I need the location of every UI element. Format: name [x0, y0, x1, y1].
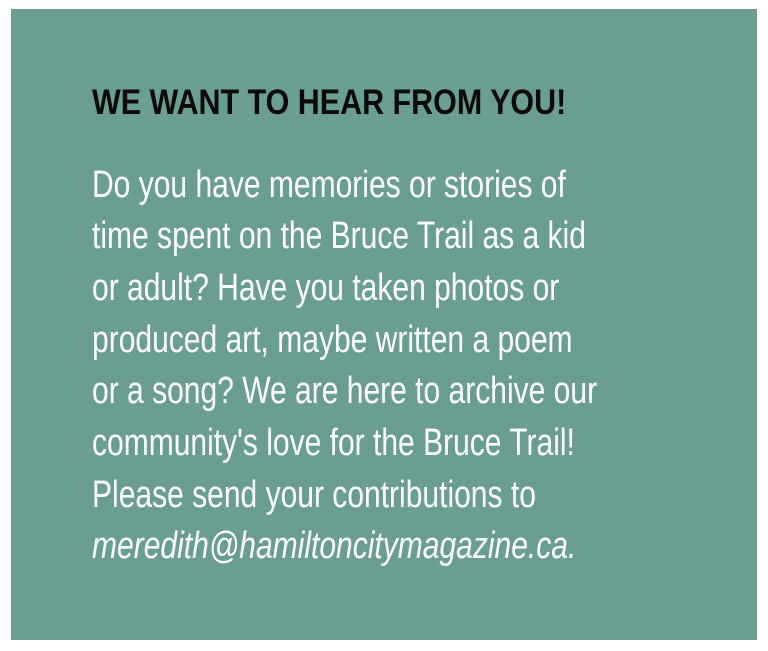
body-line: Please send your contributions to [92, 474, 536, 516]
body-line: time spent on the Bruce Trail as a kid [92, 215, 586, 257]
callout-box [11, 9, 757, 640]
body-line: produced art, maybe written a poem [92, 319, 573, 361]
body-line: or a song? We are here to archive our [92, 370, 598, 412]
body-line: Do you have memories or stories of [92, 164, 566, 206]
body-line: community's love for the Bruce Trail! [92, 422, 575, 464]
body-line: or adult? Have you taken photos or [92, 267, 560, 309]
contact-email-link[interactable]: meredith@hamiltoncitymagazine.ca. [92, 525, 577, 567]
callout-heading: WE WANT TO HEAR FROM YOU! [92, 83, 567, 122]
